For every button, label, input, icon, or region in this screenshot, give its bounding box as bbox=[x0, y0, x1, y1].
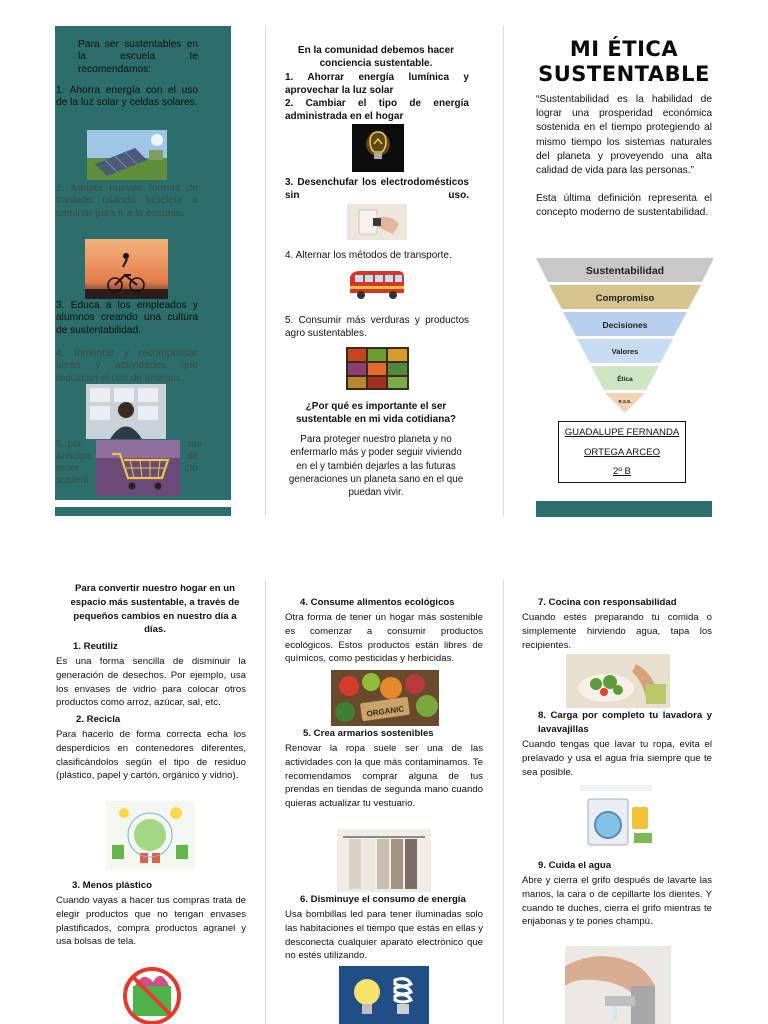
school-tip-5-fragment: tener bbox=[56, 463, 80, 474]
home-tip-3-heading: 3. Menos plástico bbox=[72, 880, 152, 891]
home-tip-6-body: Usa bombillas led para tener iluminadas solo las habitaciones el tiempo que estás en ellas y desconecta cualquier aparato electrónico que no estés utilizando. bbox=[285, 909, 483, 962]
student-group: 2º B bbox=[613, 466, 631, 477]
solar-panels-photo bbox=[87, 130, 167, 180]
question-answer: Para proteger nuestro planeta y no enfermarlo más y poder seguir viviendo en el y también dejarles a las futuras generaciones un planeta sano en el que puedan vivir. bbox=[288, 434, 464, 499]
column-divider bbox=[265, 26, 266, 516]
home-tip-2-body: Para hacerlo de forma correcta echa los desperdicios en contenedores diferentes, clasificándolos según el tipo de residuo (plástico, papel y cartón, orgánico y vidrio). bbox=[56, 729, 246, 782]
community-tip-5: 5. Consumir más verduras y productos agro sustentables. bbox=[285, 315, 469, 340]
community-tip-2: 2. Cambiar el tipo de energía administrada en el hogar bbox=[285, 98, 469, 123]
school-tips-panel bbox=[55, 26, 231, 500]
home-tip-7-body: Cuando estés preparando tu comida o simplemente hirviendo agua, tapa los recipientes. bbox=[522, 612, 712, 651]
recycling-infographic bbox=[106, 801, 195, 870]
home-tip-5-body: Renovar la ropa suele ser una de las actividades con la que más contaminamos. Te recomendamos comprar alguna de tus prendas en tiendas de segunda mano cuando quieras actualizar tu vestuario. bbox=[285, 743, 483, 810]
community-tip-1: 1. Ahorrar energía lumínica y aprovechar la luz solar bbox=[285, 72, 469, 97]
teal-footer-bar bbox=[536, 501, 712, 517]
school-tip-5-fragment: sosteni bbox=[56, 475, 89, 486]
home-tip-1-body: Es una forma sencilla de disminuir la generación de desechos. Por ejemplo, usa los envases de vidrio para colocar otros productos como arroz, azúcar, sal, etc. bbox=[56, 656, 246, 709]
pyramid-label: Decisiones bbox=[602, 320, 648, 330]
community-intro: En la comunidad debemos hacer conciencia sustentable. bbox=[297, 45, 455, 70]
home-intro: Para convertir nuestro hogar en un espacio más sustentable, a través de pequeños cambios en nuestro día a días. bbox=[70, 583, 240, 636]
school-tip-5-fragment: ras bbox=[187, 439, 202, 450]
home-tip-7-heading: 7. Cocina con responsabilidad bbox=[538, 597, 677, 608]
brochure-title bbox=[530, 37, 718, 87]
lightbulb-photo bbox=[352, 124, 404, 172]
student-name-line1: GUADALUPE FERNANDA bbox=[564, 427, 680, 438]
school-tip-5-fragment: cto bbox=[184, 463, 198, 474]
pyramid-label: R.S.E. bbox=[618, 399, 632, 404]
led-bulbs-photo bbox=[339, 966, 429, 1024]
school-tip-5-fragment: anticipa bbox=[56, 451, 92, 462]
home-tip-4-body: Otra forma de tener un hogar más sostenible es comenzar a consumir productos ecológicos. Estos productos están libres de químicos, como pesticidas y herbicidas. bbox=[285, 612, 483, 665]
home-tip-1-heading: 1. Reutiliz bbox=[73, 641, 118, 652]
boy-window-photo bbox=[86, 384, 166, 439]
sustainability-definition bbox=[536, 93, 712, 221]
school-tip-5-fragment: de bbox=[186, 451, 198, 462]
community-tip-3: 3. Desenchufar los electrodomésticos sin uso. bbox=[285, 177, 469, 202]
home-tip-8-heading: 8. Carga por completo tu lavadora y lavavajillas bbox=[538, 710, 712, 735]
bus-illustration bbox=[346, 267, 408, 303]
school-tip-2: 2. Adopta nuevas formas de traslado usando bicicleta o caminar para ir a la escuela. bbox=[56, 183, 198, 219]
pyramid-label: Compromiso bbox=[595, 293, 655, 304]
home-tip-3-body: Cuando vayas a hacer tus compras trata de elegir productos que no tengan envases plastificados, compra productos agranel y usa bolsas de tela. bbox=[56, 895, 246, 948]
home-tip-9-heading: 9. Cuida el agua bbox=[538, 860, 612, 871]
question-heading: ¿Por qué es importante el ser sustentable en mi vida cotidiana? bbox=[295, 401, 457, 426]
column-divider bbox=[265, 580, 266, 1024]
school-tips-intro: Para ser sustentables en la escuela te recomendamos: bbox=[78, 39, 198, 75]
school-tip-4: 4. fomentar y recompensar ideas y actividades que reduzcan el uso de energía. bbox=[56, 348, 198, 384]
teal-footer-bar bbox=[55, 507, 231, 516]
student-name-line2: ORTEGA ARCEO bbox=[583, 446, 661, 458]
brochure-title-line1: MI ÉTICA bbox=[569, 37, 679, 61]
school-tip-5-fragment: 5. pla bbox=[56, 439, 81, 450]
community-tip-4: 4. Alternar los métodos de transporte. bbox=[285, 250, 452, 261]
home-tip-8-body: Cuando tengas que lavar tu ropa, evita el prelavado y usa el agua fría siempre que te sea posible. bbox=[522, 739, 712, 778]
organic-sign-text: ORGANIC bbox=[366, 704, 405, 719]
unplug-photo bbox=[347, 204, 407, 240]
column-divider bbox=[503, 26, 504, 516]
home-tip-5-heading: 5. Crea armarios sostenibles bbox=[303, 728, 434, 739]
clothes-rack-photo bbox=[337, 829, 431, 892]
pyramid-label: Ética bbox=[617, 376, 633, 383]
pyramid-label: Sustentabilidad bbox=[585, 265, 665, 277]
washing-machine-illustration bbox=[576, 783, 656, 853]
home-tip-6-heading: 6. Disminuye el consumo de energía bbox=[300, 894, 466, 905]
definition-quote: “Sustentabilidad es la habilidad de lograr una prosperidad económica sostenida en el tiempo protegiendo al mismo tiempo los sistemas naturales del planeta y proveyendo una alta calidad de vida para las personas.” bbox=[536, 94, 712, 177]
school-tip-1: 1. Ahorra energía con el uso de la luz solar y celdas solares. bbox=[56, 85, 198, 109]
brochure-title-line2: SUSTENTABLE bbox=[538, 62, 710, 86]
student-name-box bbox=[558, 421, 686, 483]
water-tap-photo bbox=[565, 946, 671, 1024]
home-tip-2-heading: 2. Recicla bbox=[76, 714, 121, 725]
home-tip-9-body: Abre y cierra el grifo después de lavarte las manos, la cara o de cepillarte los dientes. Y cuando te duches, cierra el grifo mientras te enjabonas y te pones champú. bbox=[522, 875, 712, 928]
sustainability-pyramid bbox=[536, 258, 714, 413]
vegetables-photo bbox=[346, 347, 409, 390]
home-tip-4-heading: 4. Consume alimentos ecológicos bbox=[300, 597, 455, 608]
pyramid-label: Valores bbox=[611, 347, 639, 356]
definition-note: Esta última definición representa el concepto moderno de sustentabilidad. bbox=[536, 193, 712, 219]
no-plastic-icon bbox=[113, 962, 191, 1024]
school-tip-3: 3. Educa a los empleados y alumnos creando una cultura de sustentabilidad. bbox=[56, 300, 198, 336]
shopping-cart-photo bbox=[96, 440, 180, 496]
bicycle-sunset-photo bbox=[85, 239, 168, 299]
column-divider bbox=[503, 580, 504, 1024]
organic-produce-photo bbox=[331, 670, 439, 726]
cooking-photo bbox=[566, 654, 670, 708]
